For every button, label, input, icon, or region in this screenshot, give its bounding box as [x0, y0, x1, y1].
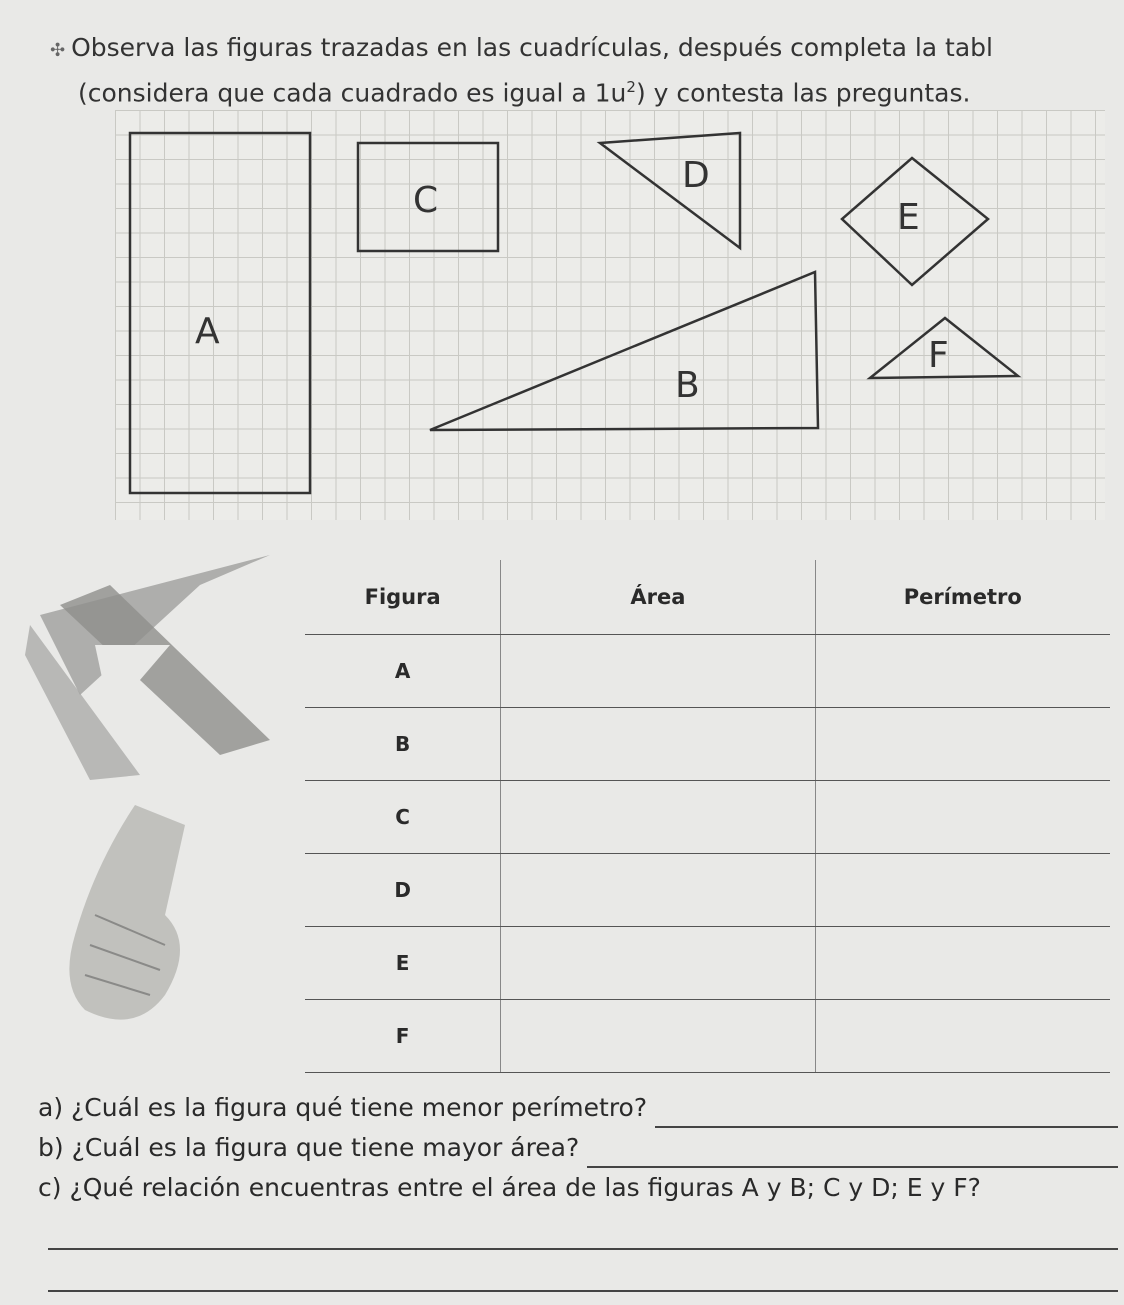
table-row	[305, 854, 1110, 927]
label-d: D	[682, 155, 710, 196]
bullet-icon: ✣	[50, 40, 66, 61]
cell-perimetro[interactable]	[815, 635, 1110, 708]
label-b: B	[675, 365, 700, 406]
cell-figura: E	[305, 927, 501, 1000]
cell-area[interactable]	[501, 1000, 815, 1073]
cell-perimetro[interactable]	[815, 854, 1110, 927]
data-table	[305, 560, 1110, 1073]
cell-figura: C	[305, 781, 501, 854]
instructions-line-1: ✣ Observa las figuras trazadas en las cuadrículas, después completa la tabl	[50, 33, 993, 62]
table-row	[305, 635, 1110, 708]
table-row	[305, 708, 1110, 781]
cell-perimetro[interactable]	[815, 1000, 1110, 1073]
protractor-icon	[55, 795, 205, 1035]
cell-perimetro[interactable]	[815, 781, 1110, 854]
figure-b-triangle	[430, 272, 818, 430]
table-header-row	[305, 560, 1110, 635]
question-b: b) ¿Cuál es la figura que tiene mayor área?	[38, 1128, 1118, 1168]
table-row	[305, 927, 1110, 1000]
cell-perimetro[interactable]	[815, 708, 1110, 781]
answer-b-blank[interactable]	[587, 1136, 1118, 1168]
cell-area[interactable]	[501, 781, 815, 854]
cell-area[interactable]	[501, 927, 815, 1000]
set-square-icon	[20, 545, 290, 785]
header-perimetro: Perímetro	[815, 560, 1110, 635]
answer-c-blank-2[interactable]	[48, 1250, 1118, 1292]
question-a: a) ¿Cuál es la figura qué tiene menor perímetro?	[38, 1088, 1118, 1128]
label-f: F	[928, 335, 949, 376]
header-figura: Figura	[305, 560, 501, 635]
label-c: C	[413, 180, 439, 221]
table-row	[305, 1000, 1110, 1073]
figures-drawing	[0, 0, 1124, 540]
table-row	[305, 781, 1110, 854]
label-e: E	[897, 197, 920, 238]
cell-perimetro[interactable]	[815, 927, 1110, 1000]
cell-area[interactable]	[501, 854, 815, 927]
cell-figura: F	[305, 1000, 501, 1073]
cell-area[interactable]	[501, 635, 815, 708]
cell-area[interactable]	[501, 708, 815, 781]
questions	[38, 1088, 1118, 1292]
figure-a-rectangle	[130, 133, 310, 493]
cell-figura: D	[305, 854, 501, 927]
question-c: c) ¿Qué relación encuentras entre el área de las figuras A y B; C y D; E y F?	[38, 1173, 981, 1202]
cell-figura: A	[305, 635, 501, 708]
header-area: Área	[501, 560, 815, 635]
label-a: A	[195, 311, 220, 352]
answer-c-blank-1[interactable]	[48, 1208, 1118, 1250]
figure-d-triangle	[600, 133, 740, 248]
cell-figura: B	[305, 708, 501, 781]
answer-a-blank[interactable]	[655, 1096, 1118, 1128]
instructions-line-2: (considera que cada cuadrado es igual a $1u^2$) y contesta las preguntas.	[78, 78, 971, 108]
